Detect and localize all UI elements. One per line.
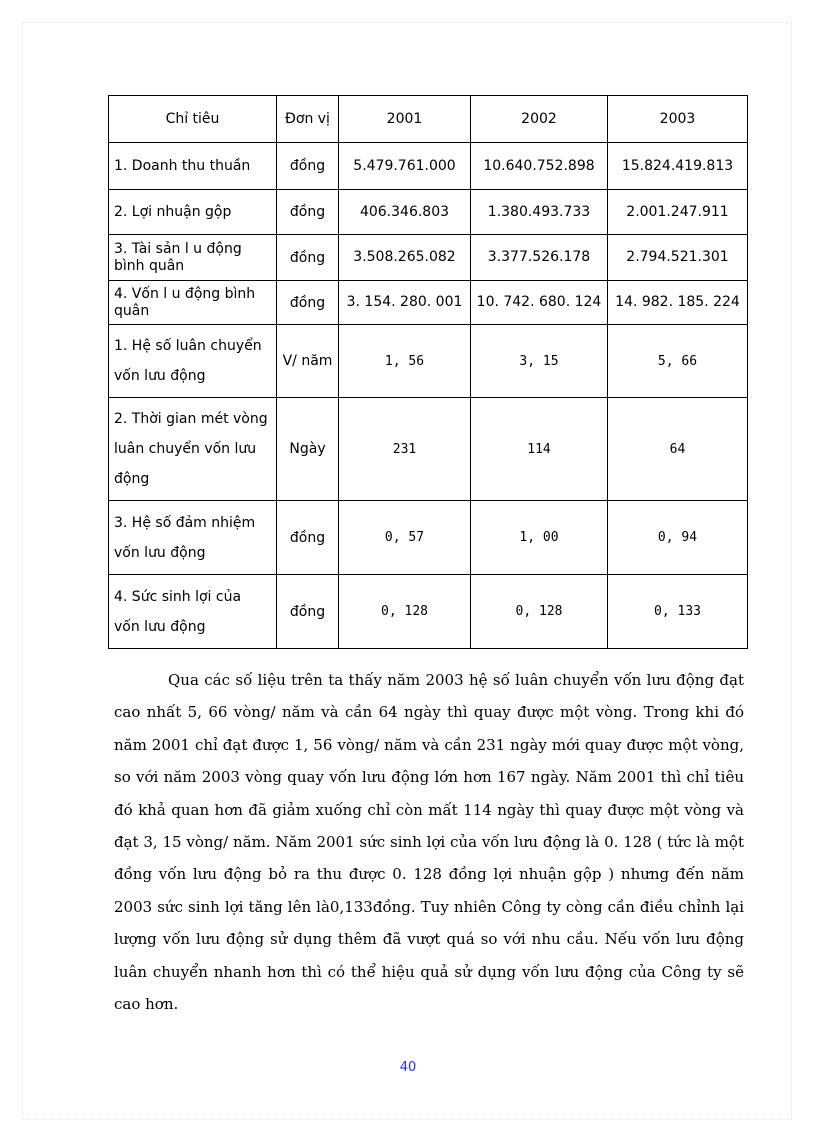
row-label: 3. Hệ số đảm nhiệm vốn lưu động — [109, 501, 277, 575]
table-row — [109, 281, 748, 325]
value-2003: 0, 133 — [608, 575, 748, 649]
row-label: 3. Tài sản l u động bình quân — [109, 235, 277, 281]
row-unit: đồng — [277, 190, 339, 235]
value-2002: 10.640.752.898 — [471, 143, 608, 190]
header-2002: 2002 — [471, 96, 608, 143]
table-row — [109, 143, 748, 190]
value-2002: 10. 742. 680. 124 — [471, 281, 608, 325]
row-label: 2. Lợi nhuận gộp — [109, 190, 277, 235]
header-chi-tieu: Chỉ tiêu — [109, 96, 277, 143]
table-row — [109, 235, 748, 281]
table-header-row — [109, 96, 748, 143]
row-unit: đồng — [277, 235, 339, 281]
value-2002: 114 — [471, 398, 608, 501]
value-2003: 14. 982. 185. 224 — [608, 281, 748, 325]
value-2002: 1.380.493.733 — [471, 190, 608, 235]
value-2003: 64 — [608, 398, 748, 501]
header-don-vi: Đơn vị — [277, 96, 339, 143]
value-2001: 406.346.803 — [339, 190, 471, 235]
row-label: 4. Sức sinh lợi của vốn lưu động — [109, 575, 277, 649]
value-2002: 3, 15 — [471, 325, 608, 398]
page-number: 40 — [399, 1060, 417, 1075]
value-2003: 0, 94 — [608, 501, 748, 575]
value-2003: 2.001.247.911 — [608, 190, 748, 235]
value-2003: 2.794.521.301 — [608, 235, 748, 281]
table-row — [109, 501, 748, 575]
row-label: 1. Hệ số luân chuyển vốn lưu động — [109, 325, 277, 398]
row-unit: V/ năm — [277, 325, 339, 398]
value-2002: 0, 128 — [471, 575, 608, 649]
value-2001: 3. 154. 280. 001 — [339, 281, 471, 325]
value-2001: 5.479.761.000 — [339, 143, 471, 190]
data-table — [108, 95, 748, 649]
value-2002: 3.377.526.178 — [471, 235, 608, 281]
header-2003: 2003 — [608, 96, 748, 143]
value-2001: 0, 57 — [339, 501, 471, 575]
table-row — [109, 190, 748, 235]
value-2003: 15.824.419.813 — [608, 143, 748, 190]
body-paragraph: Qua các số liệu trên ta thấy năm 2003 hệ số luân chuyển vốn lưu động đạt cao nhất 5, 66 vòng/ năm và cần 64 ngày thì quay được một vòng. Trong khi đó năm 2001 chỉ đạt được 1, 56 vòng/ năm và cần 231 ngày mới quay được một vòng, so với năm 2003 vòng quay vốn lưu động lớn hơn 167 ngày. Năm 2001 thì chỉ tiêu đó khả quan hơn đã giảm xuống chỉ còn mất 114 ngày thì quay được một vòng và đạt 3, 15 vòng/ năm. Năm 2001 sức sinh lợi của vốn lưu động là 0. 128 ( tức là một đồng vốn lưu động bỏ ra thu được 0. 128 đồng lợi nhuận gộp ) nhưng đến năm 2003 sức sinh lợi tăng lên là0,133đồng. Tuy nhiên Công ty còng cần điều chỉnh lại lượng vốn lưu động sử dụng thêm đã vượt quá so với nhu cầu. Nếu vốn lưu động luân chuyển nhanh hơn thì có thể hiệu quả sử dụng vốn lưu động của Công ty sẽ cao hơn. — [114, 671, 744, 1014]
row-unit: Ngày — [277, 398, 339, 501]
row-label: 1. Doanh thu thuần — [109, 143, 277, 190]
row-label: 2. Thời gian mét vòng luân chuyển vốn lưu động — [109, 398, 277, 501]
row-label: 4. Vốn l u động bình quân — [109, 281, 277, 325]
table-row — [109, 325, 748, 398]
header-2001: 2001 — [339, 96, 471, 143]
table-row — [109, 398, 748, 501]
value-2001: 231 — [339, 398, 471, 501]
row-unit: đồng — [277, 575, 339, 649]
value-2001: 1, 56 — [339, 325, 471, 398]
row-unit: đồng — [277, 143, 339, 190]
table-row — [109, 575, 748, 649]
row-unit: đồng — [277, 281, 339, 325]
value-2002: 1, 00 — [471, 501, 608, 575]
value-2001: 3.508.265.082 — [339, 235, 471, 281]
row-unit: đồng — [277, 501, 339, 575]
value-2003: 5, 66 — [608, 325, 748, 398]
value-2001: 0, 128 — [339, 575, 471, 649]
